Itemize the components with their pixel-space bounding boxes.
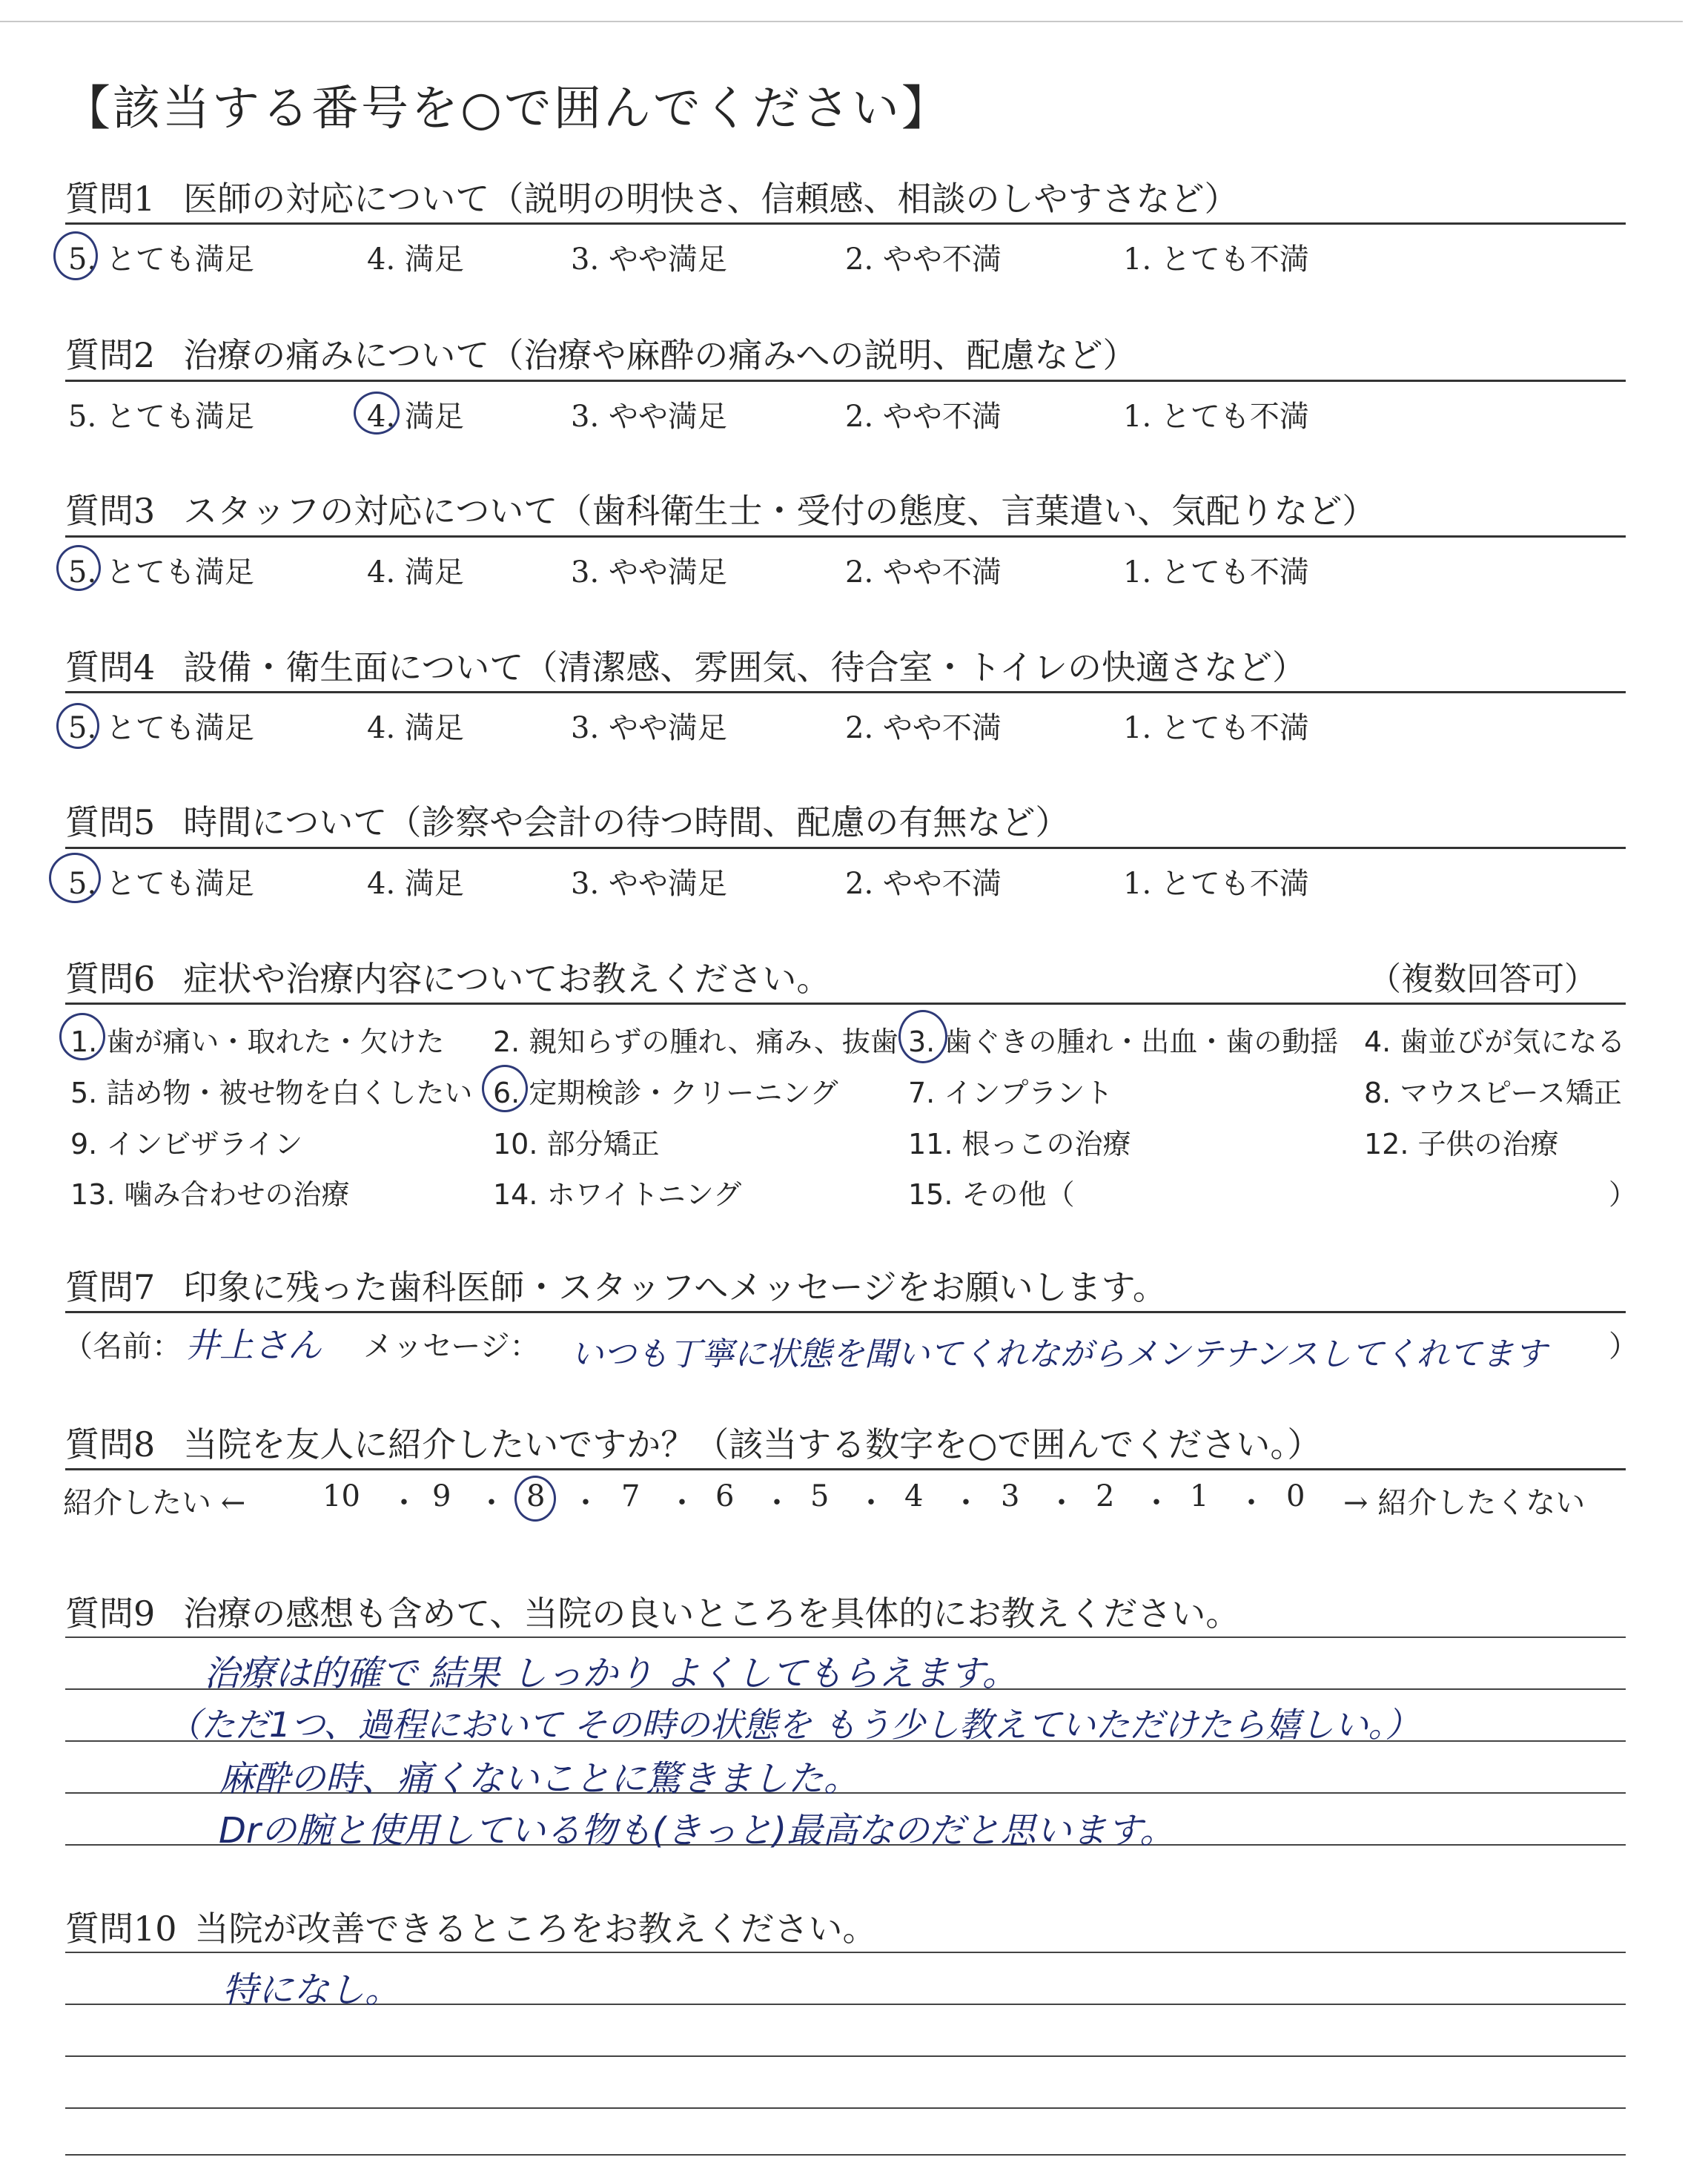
- question-3: [65, 484, 1376, 533]
- scale-value-2[interactable]: 2: [1096, 1479, 1115, 1513]
- q1-option-3[interactable]: 3. やや満足: [571, 242, 727, 277]
- question-number: 質問5: [65, 802, 156, 842]
- question-text: 医師の対応について（説明の明快さ、信頼感、相談のしやすさなど）: [183, 179, 1239, 219]
- answer-line: [65, 1952, 1626, 1953]
- multiple-answers-note: （複数回答可）: [1368, 960, 1597, 998]
- q2-option-5[interactable]: 5. とても満足: [68, 400, 254, 434]
- scale-dot: ・: [951, 1486, 981, 1520]
- q6-item-2[interactable]: 2. 親知らずの腫れ、痛み、抜歯: [493, 1025, 898, 1058]
- q6-item-11[interactable]: 11. 根っこの治療: [908, 1128, 1131, 1160]
- scale-dot: ・: [477, 1486, 506, 1520]
- q4-option-3[interactable]: 3. やや満足: [571, 711, 727, 745]
- scale-dot: ・: [762, 1486, 792, 1520]
- q6-item-5[interactable]: 5. 詰め物・被せ物を白くしたい: [70, 1077, 473, 1109]
- scale-dot: ・: [1142, 1486, 1171, 1520]
- answer-line: [65, 2055, 1626, 2057]
- question-rule: [65, 691, 1626, 693]
- answer-line-1[interactable]: 特になし。: [222, 1969, 401, 2011]
- scale-dot: ・: [856, 1486, 886, 1520]
- question-1: [65, 172, 1239, 221]
- scale-value-0[interactable]: 0: [1286, 1479, 1305, 1513]
- message-close: ）: [1609, 1330, 1638, 1364]
- q4-option-4[interactable]: 4. 満足: [367, 711, 464, 745]
- question-number: 質問3: [65, 491, 156, 531]
- question-number: 質問1: [65, 179, 156, 219]
- question-text: 症状や治療内容についてお教えください。: [183, 959, 831, 999]
- question-5: [65, 796, 1069, 845]
- answer-line: [65, 2154, 1626, 2156]
- q3-option-5[interactable]: 5. とても満足: [68, 555, 254, 589]
- q2-option-1[interactable]: 1. とても不満: [1123, 400, 1309, 434]
- q2-option-2[interactable]: 2. やや不満: [845, 400, 1002, 434]
- scale-value-9[interactable]: 9: [432, 1479, 451, 1513]
- question-6: [65, 952, 830, 1001]
- message-value[interactable]: いつも丁寧に状態を聞いてくれながらメンテナンスしてくれてます: [571, 1335, 1547, 1373]
- question-10: [65, 1902, 877, 1951]
- name-label: （名前：: [63, 1330, 182, 1364]
- question-number: 質問4: [65, 647, 156, 687]
- q3-option-1[interactable]: 1. とても不満: [1123, 555, 1309, 589]
- scale-dot: ・: [1047, 1486, 1076, 1520]
- q4-option-5[interactable]: 5. とても満足: [68, 711, 254, 745]
- question-rule: [65, 1468, 1626, 1470]
- q6-item-6[interactable]: 6. 定期検診・クリーニング: [493, 1077, 838, 1109]
- q6-item-12[interactable]: 12. 子供の治療: [1364, 1128, 1559, 1160]
- scale-value-1[interactable]: 1: [1190, 1479, 1209, 1513]
- question-4: [65, 641, 1306, 690]
- q3-option-3[interactable]: 3. やや満足: [571, 555, 727, 589]
- question-rule: [65, 1003, 1626, 1005]
- q4-option-1[interactable]: 1. とても不満: [1123, 711, 1309, 745]
- answer-line-2[interactable]: （ただ1つ、過程において その時の状態を もう少し教えていただけたら嬉しい。）: [167, 1705, 1420, 1745]
- scale-dot: ・: [389, 1486, 419, 1520]
- question-text: 時間について（診察や会計の待つ時間、配慮の有無など）: [183, 802, 1070, 842]
- scale-value-10[interactable]: 10: [322, 1479, 360, 1513]
- q4-option-2[interactable]: 2. やや不満: [845, 711, 1002, 745]
- answer-line: [65, 2107, 1626, 2109]
- q1-option-2[interactable]: 2. やや不満: [845, 242, 1002, 277]
- q6-item-4[interactable]: 4. 歯並びが気になる: [1364, 1025, 1626, 1058]
- q6-item-1[interactable]: 1. 歯が痛い・取れた・欠けた: [70, 1025, 445, 1058]
- question-rule: [65, 222, 1626, 225]
- answer-line-3[interactable]: 麻酔の時、痛くないことに驚きました。: [219, 1758, 860, 1800]
- question-text: 治療の痛みについて（治療や麻酔の痛みへの説明、配慮など）: [183, 335, 1137, 375]
- top-edge-line: [0, 21, 1683, 22]
- q6-item-9[interactable]: 9. インビザライン: [70, 1128, 303, 1160]
- form-title: 【該当する番号を○で囲んでください】: [63, 82, 951, 136]
- q1-option-1[interactable]: 1. とても不満: [1123, 242, 1309, 277]
- question-text: 治療の感想も含めて、当院の良いところを具体的にお教えください。: [183, 1593, 1240, 1634]
- question-number: 質問2: [65, 335, 156, 375]
- q3-option-4[interactable]: 4. 満足: [367, 555, 464, 589]
- question-9: [65, 1587, 1239, 1636]
- question-text: 設備・衛生面について（清潔感、雰囲気、待合室・トイレの快適さなど）: [183, 647, 1307, 687]
- scale-dot: ・: [667, 1486, 697, 1520]
- scale-left-label: 紹介したい ←: [63, 1486, 246, 1520]
- name-value[interactable]: 井上さん: [185, 1325, 322, 1365]
- q1-option-5[interactable]: 5. とても満足: [68, 242, 254, 277]
- q6-item-7[interactable]: 7. インプラント: [908, 1077, 1113, 1109]
- question-8: [65, 1418, 1321, 1467]
- question-number: 質問6: [65, 959, 156, 999]
- q6-item-8[interactable]: 8. マウスピース矯正: [1364, 1077, 1622, 1109]
- q5-option-3[interactable]: 3. やや満足: [571, 867, 727, 901]
- q5-option-2[interactable]: 2. やや不満: [845, 867, 1002, 901]
- q6-item-10[interactable]: 10. 部分矯正: [493, 1128, 660, 1160]
- q2-option-3[interactable]: 3. やや満足: [571, 400, 727, 434]
- question-text: 当院が改善できるところをお教えください。: [194, 1909, 877, 1949]
- q1-option-4[interactable]: 4. 満足: [367, 242, 464, 277]
- q6-item-3[interactable]: 3. 歯ぐきの腫れ・出血・歯の動揺: [908, 1025, 1339, 1058]
- question-text: 当院を友人に紹介したいですか？（該当する数字を○で囲んでください。）: [183, 1424, 1322, 1464]
- scale-value-4[interactable]: 4: [904, 1479, 924, 1513]
- q6-item-14[interactable]: 14. ホワイトニング: [493, 1178, 742, 1211]
- question-text: スタッフの対応について（歯科衛生士・受付の態度、言葉遣い、気配りなど）: [183, 491, 1377, 531]
- question-text: 印象に残った歯科医師・スタッフへメッセージをお願いします。: [183, 1267, 1167, 1307]
- q6-item-13[interactable]: 13. 噛み合わせの治療: [70, 1178, 350, 1211]
- question-number: 質問7: [65, 1267, 156, 1307]
- answer-line: [65, 1636, 1626, 1638]
- scale-dot: ・: [571, 1486, 600, 1520]
- answer-line-4[interactable]: Drの腕と使用している物も(きっと)最高なのだと思います。: [219, 1810, 1176, 1852]
- q3-option-2[interactable]: 2. やや不満: [845, 555, 1002, 589]
- question-number: 質問8: [65, 1424, 156, 1464]
- q6-item-15-close: ）: [1609, 1178, 1638, 1211]
- question-rule: [65, 1311, 1626, 1313]
- q5-option-5[interactable]: 5. とても満足: [68, 867, 254, 901]
- scale-value-5[interactable]: 5: [810, 1479, 830, 1513]
- question-rule: [65, 380, 1626, 382]
- scale-value-6[interactable]: 6: [715, 1479, 735, 1513]
- scale-dot: ・: [1237, 1486, 1266, 1520]
- question-number: 質問9: [65, 1593, 156, 1634]
- q5-option-4[interactable]: 4. 満足: [367, 867, 464, 901]
- q2-option-4[interactable]: 4. 満足: [367, 400, 464, 434]
- scale-right-label: → 紹介したくない: [1343, 1486, 1586, 1520]
- q6-item-15[interactable]: 15. その他（: [908, 1178, 1075, 1211]
- answer-line-1[interactable]: 治療は的確で 結果 しっかり よくしてもらえます。: [204, 1653, 1018, 1694]
- scale-value-3[interactable]: 3: [1001, 1479, 1020, 1513]
- question-number: 質問10: [65, 1909, 177, 1949]
- scale-value-7[interactable]: 7: [621, 1479, 640, 1513]
- message-label: メッセージ：: [363, 1330, 540, 1364]
- question-rule: [65, 847, 1626, 849]
- question-7: [65, 1261, 1167, 1309]
- scale-value-8[interactable]: 8: [526, 1479, 546, 1513]
- question-2: [65, 328, 1136, 377]
- q5-option-1[interactable]: 1. とても不満: [1123, 867, 1309, 901]
- question-rule: [65, 535, 1626, 538]
